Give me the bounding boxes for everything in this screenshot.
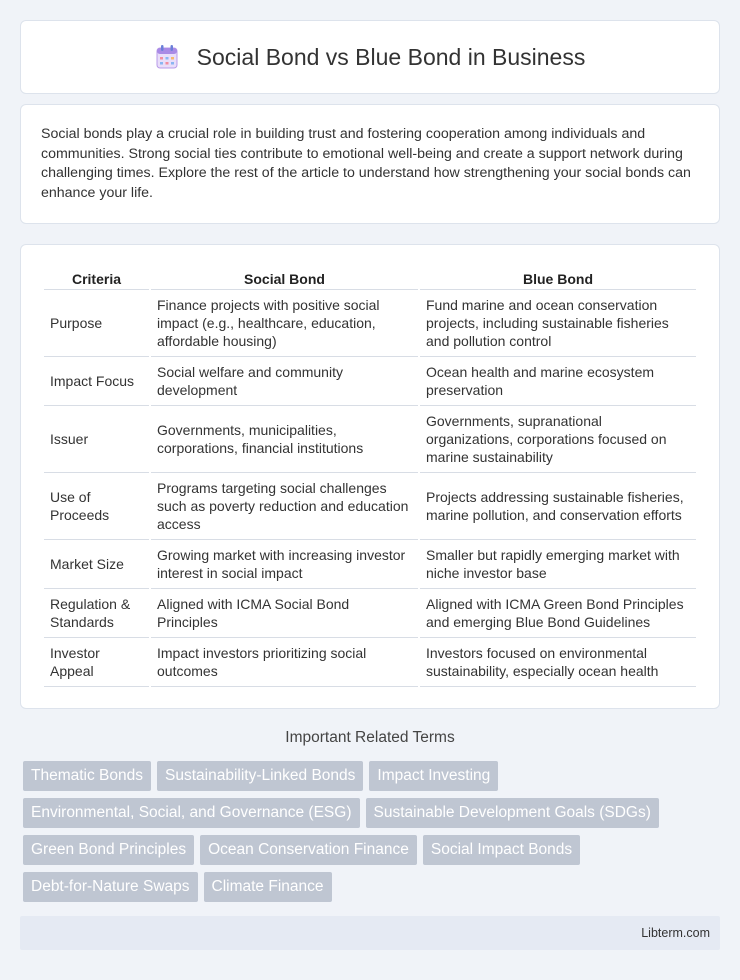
row-social-bond: Aligned with ICMA Social Bond Principles: [151, 589, 418, 638]
row-blue-bond: Investors focused on environmental sustainability, especially ocean health: [420, 638, 696, 687]
table-row: [44, 473, 696, 540]
row-social-bond: Impact investors prioritizing social outcomes: [151, 638, 418, 687]
comparison-table-card: [20, 244, 720, 709]
table-row: [44, 357, 696, 406]
related-term-tag[interactable]: Impact Investing: [369, 761, 498, 791]
related-term-tag[interactable]: Sustainable Development Goals (SDGs): [366, 798, 659, 828]
related-terms-title: Important Related Terms: [285, 729, 455, 746]
row-criteria: Investor Appeal: [44, 638, 149, 687]
related-term-tag[interactable]: Sustainability-Linked Bonds: [157, 761, 363, 791]
related-term-tag[interactable]: Ocean Conservation Finance: [200, 835, 417, 865]
row-criteria: Issuer: [44, 406, 149, 473]
row-criteria: Market Size: [44, 540, 149, 589]
row-blue-bond: Ocean health and marine ecosystem preservation: [420, 357, 696, 406]
table-row: [44, 638, 696, 687]
row-criteria: Impact Focus: [44, 357, 149, 406]
related-term-tag[interactable]: Social Impact Bonds: [423, 835, 580, 865]
row-social-bond: Social welfare and community development: [151, 357, 418, 406]
table-header-row: [44, 265, 696, 290]
footer-site-link[interactable]: Libterm.com: [641, 926, 710, 940]
related-term-tag[interactable]: Green Bond Principles: [23, 835, 194, 865]
footer: [20, 916, 720, 950]
row-social-bond: Governments, municipalities, corporations, financial institutions: [151, 406, 418, 473]
related-term-tag[interactable]: Environmental, Social, and Governance (ESG): [23, 798, 360, 828]
related-term-tag[interactable]: Climate Finance: [204, 872, 332, 902]
table-row: [44, 589, 696, 638]
table-row: [44, 290, 696, 357]
row-blue-bond: Governments, supranational organizations, corporations focused on marine sustainability: [420, 406, 696, 473]
page-title: [155, 44, 586, 71]
table-row: [44, 540, 696, 589]
row-criteria: Regulation & Standards: [44, 589, 149, 638]
row-social-bond: Growing market with increasing investor interest in social impact: [151, 540, 418, 589]
title-card: [20, 20, 720, 94]
row-criteria: Use of Proceeds: [44, 473, 149, 540]
row-social-bond: Programs targeting social challenges such as poverty reduction and education access: [151, 473, 418, 540]
related-term-tag[interactable]: Thematic Bonds: [23, 761, 151, 791]
row-blue-bond: Smaller but rapidly emerging market with niche investor base: [420, 540, 696, 589]
intro-paragraph: Social bonds play a crucial role in building trust and fostering cooperation among individuals and communities. Strong social ties contribute to emotional well-being and create a support network during challenging times. Explore the rest of the article to understand how strengthening your social bonds can enhance your life.: [41, 126, 691, 201]
row-blue-bond: Aligned with ICMA Green Bond Principles and emerging Blue Bond Guidelines: [420, 589, 696, 638]
row-social-bond: Finance projects with positive social impact (e.g., healthcare, education, affordable housing): [151, 290, 418, 357]
header-blue-bond: Blue Bond: [420, 265, 696, 290]
page-title-text: Social Bond vs Blue Bond in Business: [196, 43, 586, 70]
header-social-bond: Social Bond: [151, 265, 418, 290]
related-term-tag[interactable]: Debt-for-Nature Swaps: [23, 872, 198, 902]
header-criteria: Criteria: [44, 265, 149, 290]
row-blue-bond: Fund marine and ocean conservation projects, including sustainable fisheries and pollution control: [420, 290, 696, 357]
comparison-table: [42, 265, 698, 687]
table-row: [44, 406, 696, 473]
calendar-icon: [155, 44, 179, 70]
row-criteria: Purpose: [44, 290, 149, 357]
intro-card: [20, 104, 720, 224]
row-blue-bond: Projects addressing sustainable fisheries, marine pollution, and conservation efforts: [420, 473, 696, 540]
related-terms-list: [23, 761, 723, 902]
